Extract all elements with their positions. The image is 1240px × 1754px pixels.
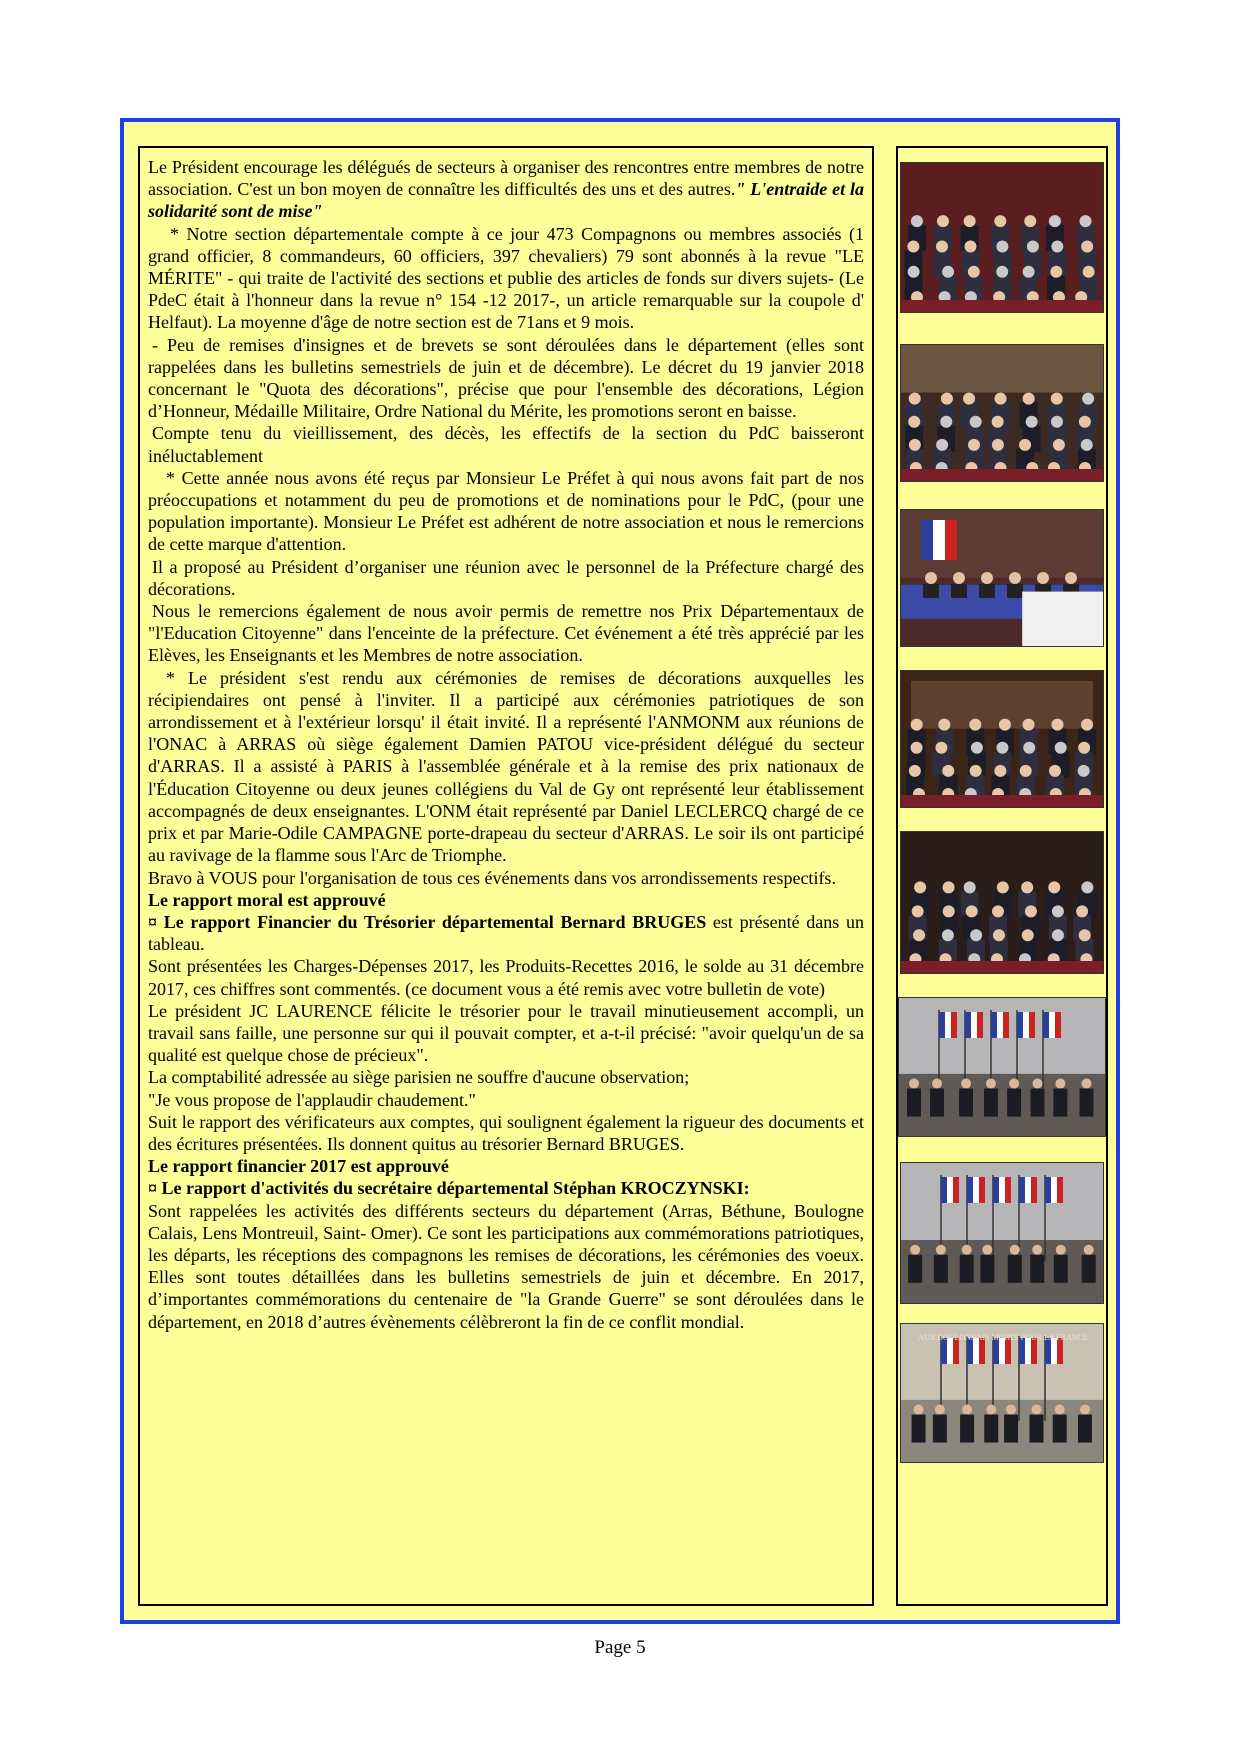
photo-meeting xyxy=(900,670,1104,808)
paragraph: * Le président s'est rendu aux cérémonies de remises de décorations auxquelles les récipiendaires ont pensé à l'inviter. Il a participé aux cérémonies patriotiques de son arrondissement et à l'extérieur lorsqu' il était invité. Il a représenté l'ANMONM aux réunions de l'ONAC à ARRAS où siège également Damien PATOU vice-président délégué du secteur d'ARRAS. Il a assisté à PARIS à l'assemblée générale et à la remise des prix nationaux de l'Éducation Citoyenne ou deux jeunes collégiens du Val de Gy ont représenté leur établissement accompagnés de deux enseignantes. L'ONM était représenté par Daniel LECLERCQ chargé de ce prix et par Marie-Odile CAMPAGNE porte-drapeau du secteur d'ARRAS. Le soir ils ont participé au ravivage de la flamme sous l'Arc de Triomphe. xyxy=(148,667,864,866)
photo-parade-1 xyxy=(898,997,1106,1137)
paragraph: * Cette année nous avons été reçus par Monsieur Le Préfet à qui nous avons fait part de nos préoccupations et notamment du peu de promotions et de nominations pour le PdC, (pour une population importante). Monsieur Le Préfet est adhérent de notre association et nous le remercions de cette marque d'attention. xyxy=(148,467,864,555)
motto-quote: " L'entraide et la solidarité sont de mise" xyxy=(148,179,864,222)
paragraph: Sont présentées les Charges-Dépenses 2017, les Produits-Recettes 2016, le solde au 31 décembre 2017, ces chiffres sont commentés. (ce document vous a été remis avec votre bulletin de vote) xyxy=(148,956,864,999)
paragraph: Bravo à VOUS pour l'organisation de tous ces événements dans vos arrondissements respectifs. xyxy=(148,867,836,888)
photo-column xyxy=(896,146,1108,1606)
heading-moral-approved: Le rapport moral est approuvé xyxy=(148,889,386,910)
photo-audience-2 xyxy=(900,344,1104,482)
paragraph: "Je vous propose de l'applaudir chaudement." xyxy=(148,1089,476,1110)
paragraph: - Peu de remises d'insignes et de brevets se sont déroulées dans le département (elles sont rappelées dans les bulletins semestriels de juin et de décembre). Le décret du 19 janvier 2018 concernant le "Quota des décorations", précise que pour l'ensemble des décorations, Légion d’Honneur, Médaille Militaire, Ordre National du Mérite, les promotions seront en baisse. xyxy=(148,334,864,422)
paragraph: Sont rappelées les activités des différents secteurs du département (Arras, Béthune, Boulogne Calais, Lens Montreuil, Saint- Omer). Ce sont les participations aux commémorations patriotiques, les départs, les réceptions des compagnons les remises de décorations, les cérémonies des voeux. Elles sont toutes détaillées dans les bulletins semestriels de juin et décembre. En 2017, d’importantes commémorations du centenaire de "la Grande Guerre" se sont déroulées dans le département, en 2018 d’autres évènements célèbreront la fin de ce conflit mondial. xyxy=(148,1200,864,1332)
paragraph: Compte tenu du vieillissement, des décès, les effectifs de la section du PdC baisseront inéluctablement xyxy=(148,423,864,466)
photo-audience-1 xyxy=(900,162,1104,313)
photo-parade-2 xyxy=(900,1162,1104,1304)
heading-financier: ¤ Le rapport Financier du Trésorier départemental Bernard BRUGES est présenté dans un tableau. xyxy=(148,911,864,955)
page-number: Page 5 xyxy=(594,1637,646,1658)
paragraph-intro: Le Président encourage les délégués de secteurs à organiser des rencontres entre membres de notre association. C'est un bon moyen de connaître les difficultés des uns et des autres." L'entraide et la solidarité sont de mise" xyxy=(148,157,864,222)
page-frame xyxy=(120,118,1120,1624)
paragraph: La comptabilité adressée au siège parisien ne souffre d'aucune observation; xyxy=(148,1067,690,1088)
paragraph: Nous le remercions également de nous avoir permis de remettre nos Prix Départementaux de "l'Education Citoyenne" dans l'enceinte de la préfecture. Cet événement a été très apprécié par les Elèves, les Enseignants et les Membres de notre association. xyxy=(148,601,864,666)
paragraph: Il a proposé au Président d’organiser une réunion avec le personnel de la Préfecture chargé des décorations. xyxy=(148,556,864,599)
article-text-box xyxy=(138,146,874,1606)
monument-inscription: AUX BOULONNAIS MORTS POUR LA FRANCE xyxy=(918,1333,1088,1342)
photo-audience-3 xyxy=(900,831,1104,974)
photo-monument xyxy=(900,1323,1104,1463)
heading-financier-approved: Le rapport financier 2017 est approuvé xyxy=(148,1156,449,1177)
photo-tribune xyxy=(900,509,1104,647)
paragraph: * Notre section départementale compte à ce jour 473 Compagnons ou membres associés (1 grand officier, 8 commandeurs, 60 officiers, 397 chevaliers) 79 sont abonnés à la revue "LE MÉRITE" - qui traite de l'activité des sections et publie des articles de fonds sur divers sujets- (Le PdeC était à l'honneur dans la revue n° 154 -12 2017-, un article remarquable sur la coupole d' Helfaut). La moyenne d'âge de notre section est de 71ans et 9 mois. xyxy=(148,223,864,333)
paragraph: Suit le rapport des vérificateurs aux comptes, qui soulignent également la rigueur des documents et des écritures présentées. Ils donnent quitus au trésorier Bernard BRUGES. xyxy=(148,1111,864,1154)
heading-activites: ¤ Le rapport d'activités du secrétaire départemental Stéphan KROCZYNSKI: xyxy=(148,1178,750,1199)
paragraph: Le président JC LAURENCE félicite le trésorier pour le travail minutieusement accompli, un travail sans faille, une personne sur qui il pouvait compter, et a-t-il précisé: "avoir quelqu'un de sa qualité est quelque chose de précieux". xyxy=(148,1000,864,1066)
